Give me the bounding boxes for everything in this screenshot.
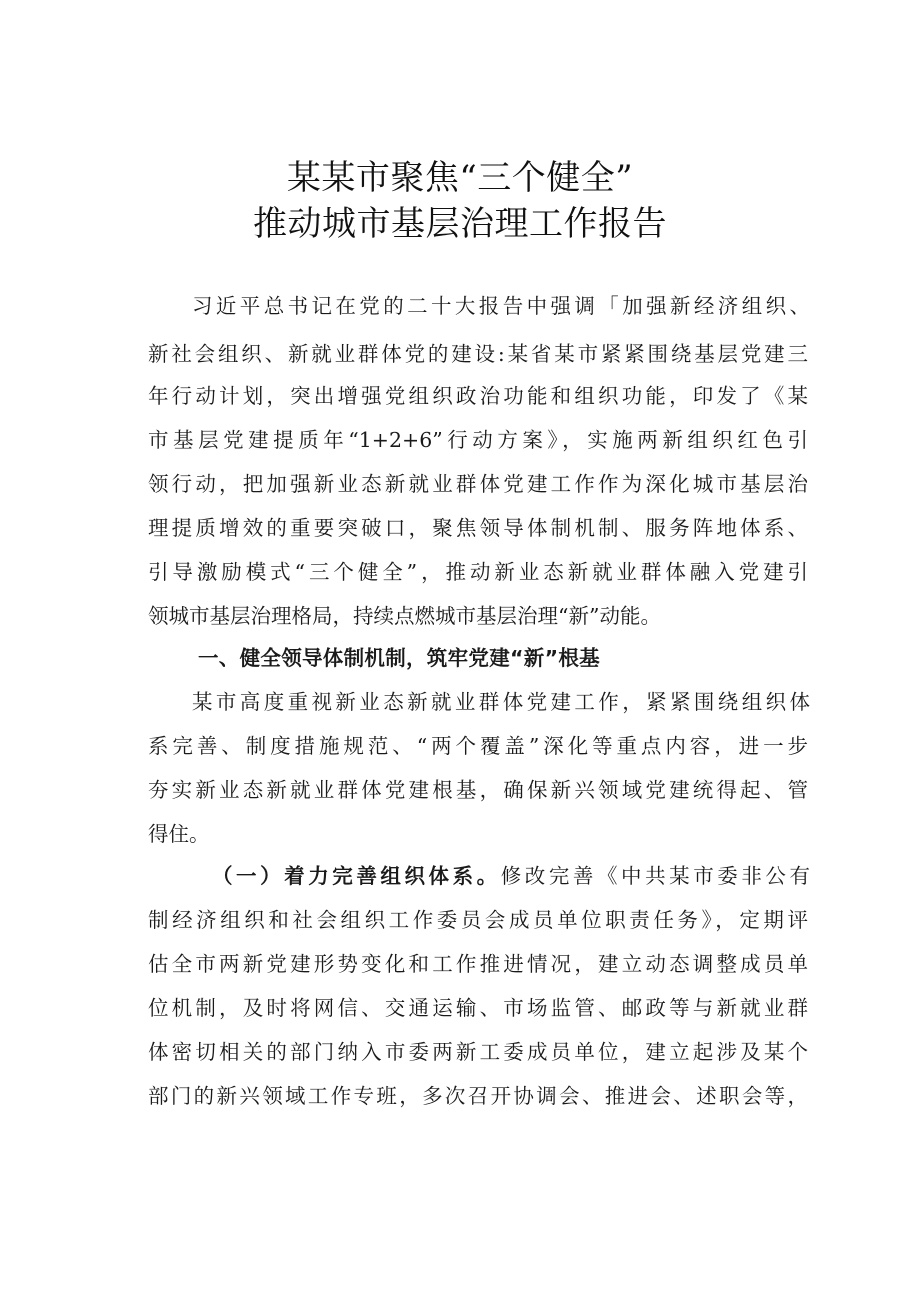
intro-line-3: 年行动计划，突出增强党组织政治功能和组织功能，印发了《某 [148, 384, 808, 408]
document-title-line-2: 推动城市基层治理工作报告 [253, 204, 667, 244]
document-title-line-1: 某某市聚焦“三个健全” [286, 158, 634, 198]
intro-line-6: 理提质增效的重要突破口，聚焦领导体制机制、服务阵地体系、 [148, 516, 808, 540]
intro-line-2: 新社会组织、新就业群体党的建设:某省某市紧紧围绕基层党建三 [148, 342, 808, 366]
section-1-line-3: 夯实新业态新就业群体党建根基，确保新兴领域党建统得起、管 [148, 778, 808, 802]
intro-line-5: 领行动，把加强新业态新就业群体党建工作作为深化城市基层治 [148, 472, 808, 496]
intro-line-4: 市基层党建提质年“1+2+6”行动方案》，实施两新组织红色引 [148, 428, 808, 452]
subsection-1-line-5: 体密切相关的部门纳入市委两新工委成员单位，建立起涉及某个 [148, 1040, 808, 1064]
subsection-1-line-1 [212, 862, 810, 890]
intro-line-7: 引导激励模式“三个健全”，推动新业态新就业群体融入党建引 [148, 560, 808, 584]
section-1-heading: 一、健全领导体制机制，筑牢党建“新”根基 [198, 646, 600, 670]
intro-line-8: 领城市基层治理格局，持续点燃城市基层治理“新”动能。 [148, 604, 661, 628]
section-1-line-4: 得住。 [148, 822, 210, 846]
subsection-1-lead: （一）着力完善组织体系。 [212, 864, 501, 888]
intro-line-1: 习近平总书记在党的二十大报告中强调「加强新经济组织、 [192, 294, 810, 318]
subsection-1-line-4: 位机制，及时将网信、交通运输、市场监管、邮政等与新就业群 [148, 996, 808, 1020]
subsection-1-line-2: 制经济组织和社会组织工作委员会成员单位职责任务》，定期评 [148, 908, 808, 932]
subsection-1-line-3: 估全市两新党建形势变化和工作推进情况，建立动态调整成员单 [148, 952, 808, 976]
section-1-line-1: 某市高度重视新业态新就业群体党建工作，紧紧围绕组织体 [192, 690, 810, 714]
section-1-line-2: 系完善、制度措施规范、“两个覆盖”深化等重点内容，进一步 [148, 734, 808, 758]
subsection-1-first-rest: 修改完善《中共某市委非公有 [500, 864, 810, 888]
subsection-1-line-6: 部门的新兴领域工作专班，多次召开协调会、推进会、述职会等， [148, 1084, 808, 1108]
